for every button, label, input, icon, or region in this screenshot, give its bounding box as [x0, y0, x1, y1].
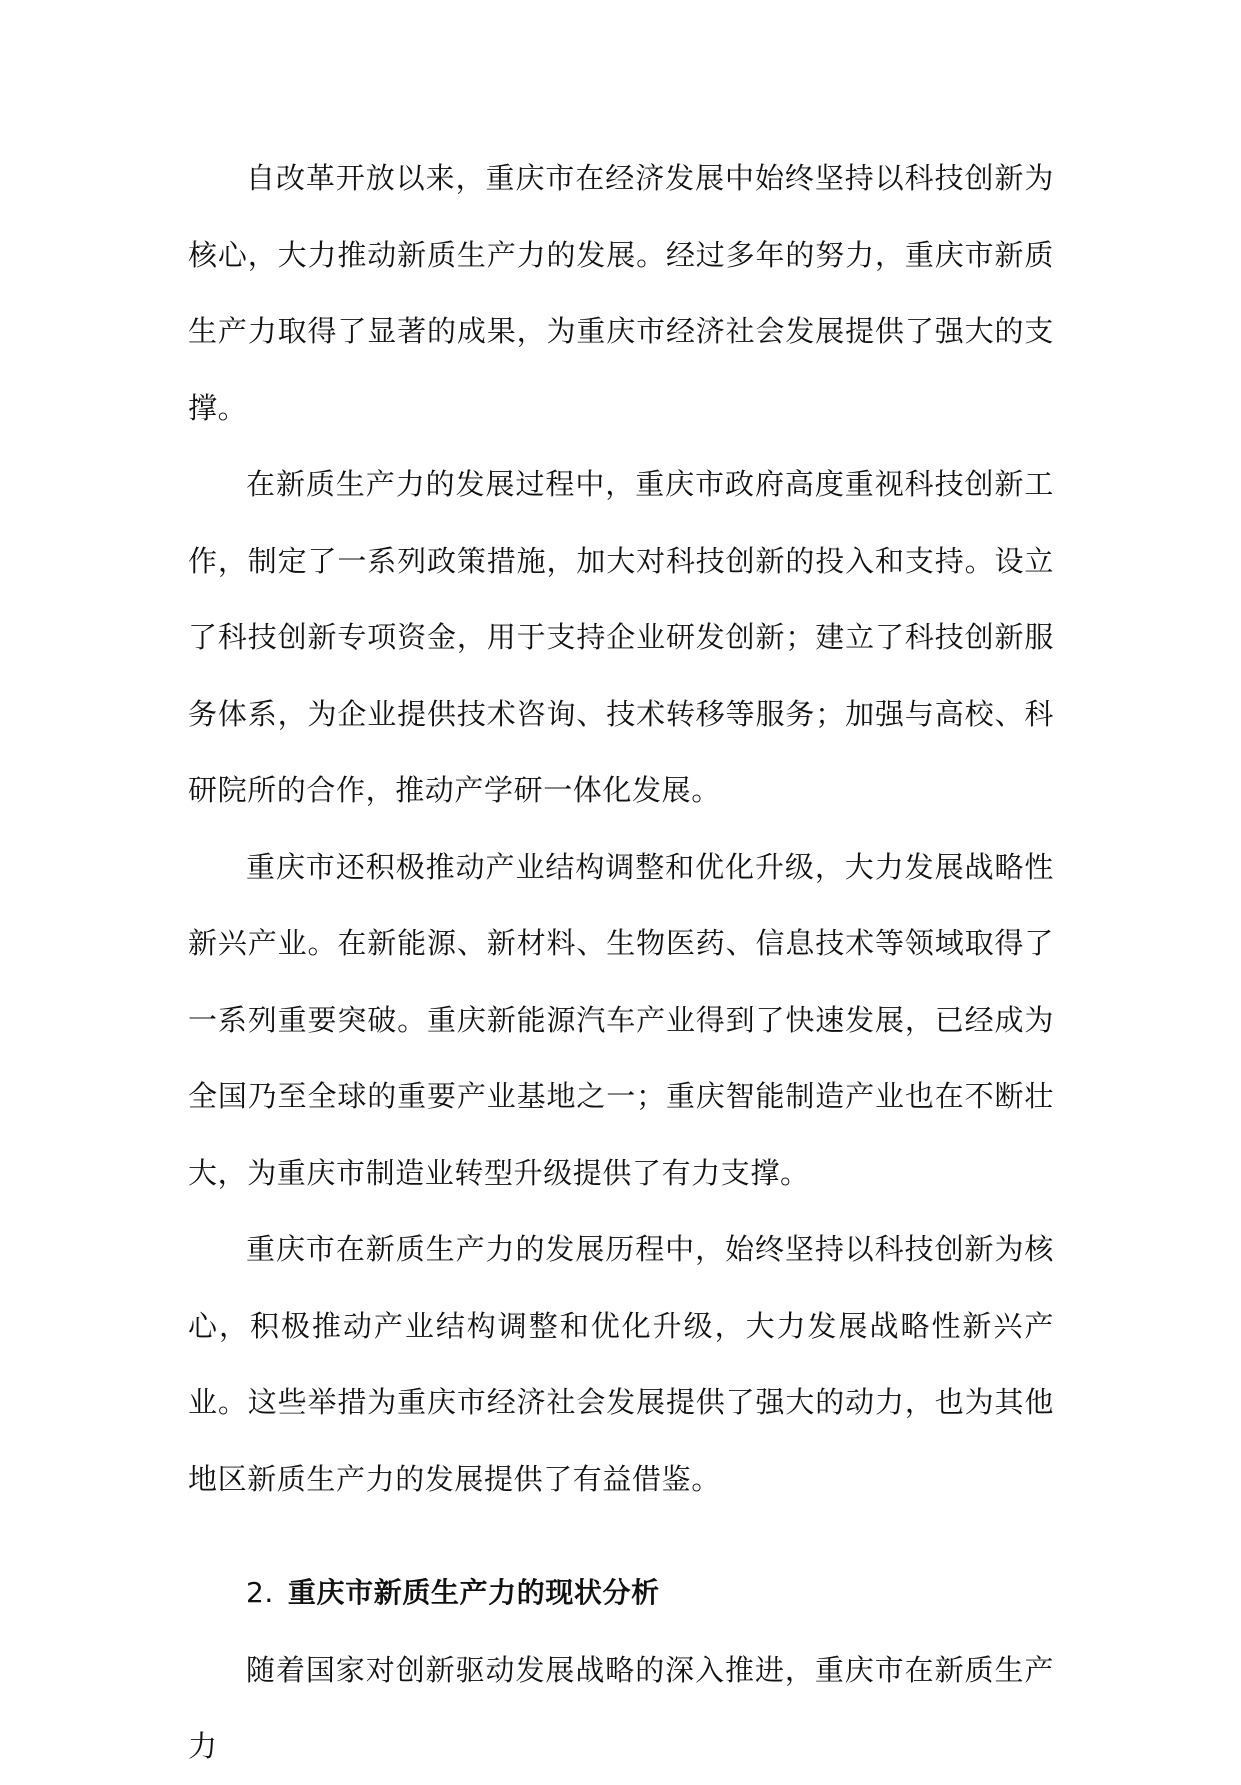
paragraph-5: 随着国家对创新驱动发展战略的深入推进，重庆市在新质生产力 [188, 1652, 1054, 1763]
section-number: 2. [246, 1576, 274, 1609]
paragraph-4: 重庆市在新质生产力的发展历程中，始终坚持以科技创新为核心，积极推动产业结构调整和优化升级，大力发展战略性新兴产业。这些举措为重庆市经济社会发展提供了强大的动力，也为其他地区新质生产力的发展提供了有益借鉴。 [188, 1232, 1054, 1496]
section-heading [246, 1555, 1054, 1632]
paragraph-3: 重庆市还积极推动产业结构调整和优化升级，大力发展战略性新兴产业。在新能源、新材料、生物医药、信息技术等领域取得了一系列重要突破。重庆新能源汽车产业得到了快速发展，已经成为全国乃至全球的重要产业基地之一；重庆智能制造产业也在不断壮大，为重庆市制造业转型升级提供了有力支撑。 [188, 849, 1054, 1190]
document-body [188, 140, 1054, 1785]
section-title: 重庆市新质生产力的现状分析 [287, 1576, 660, 1609]
paragraph-1: 自改革开放以来，重庆市在经济发展中始终坚持以科技创新为核心，大力推动新质生产力的发展。经过多年的努力，重庆市新质生产力取得了显著的成果，为重庆市经济社会发展提供了强大的支撑。 [188, 161, 1054, 425]
paragraph-2: 在新质生产力的发展过程中，重庆市政府高度重视科技创新工作，制定了一系列政策措施，加大对科技创新的投入和支持。设立了科技创新专项资金，用于支持企业研发创新；建立了科技创新服务体系，为企业提供技术咨询、技术转移等服务；加强与高校、科研院所的合作，推动产学研一体化发展。 [188, 467, 1054, 807]
